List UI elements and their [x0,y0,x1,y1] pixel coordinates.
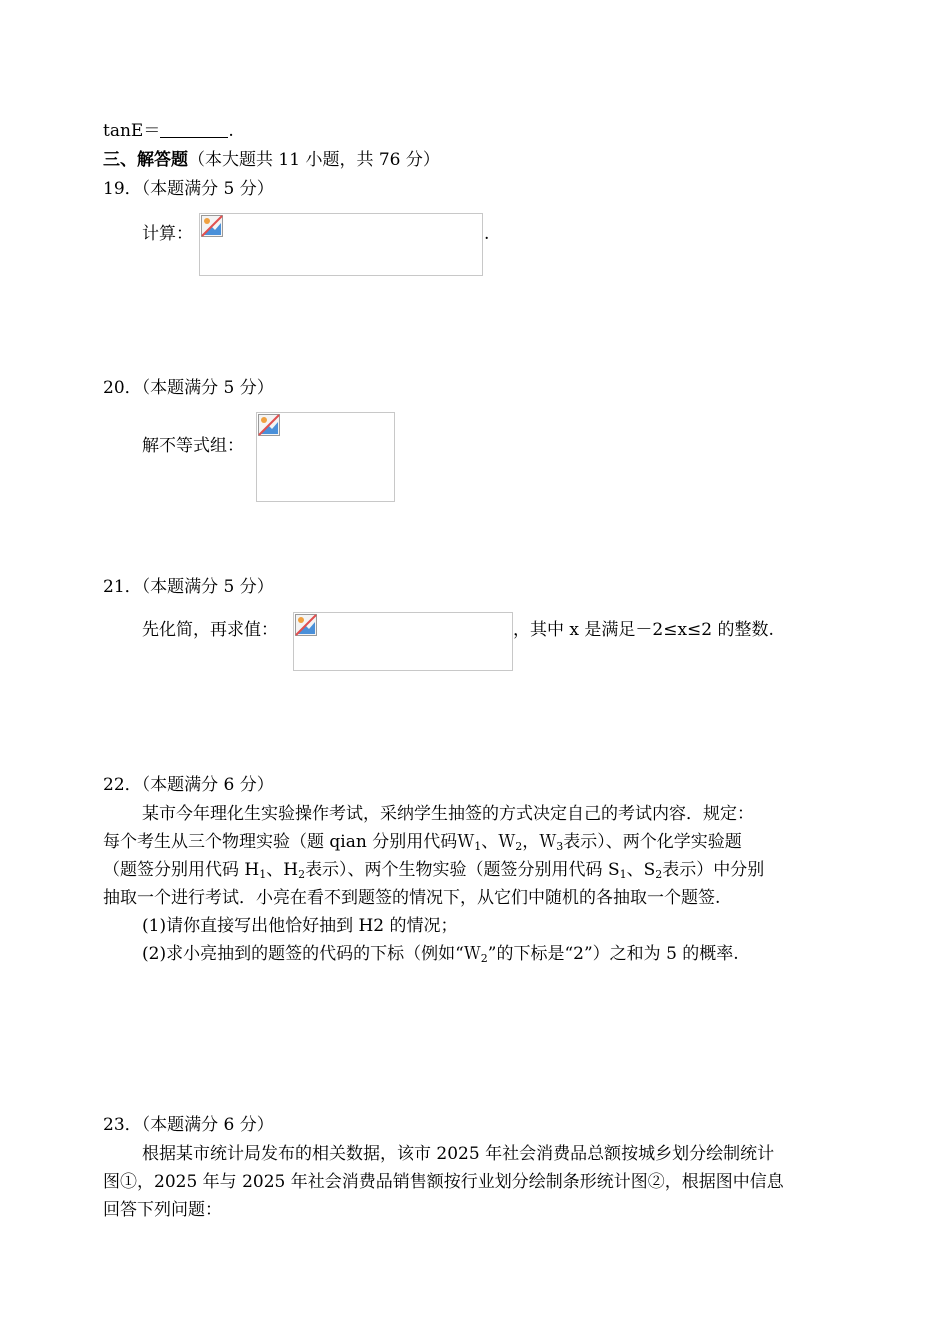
q22-body: 某市今年理化生实验操作考试，采纳学生抽签的方式决定自己的考试内容．规定： 每个考生从三个物理实验（题 qian 分别用代码Ｗ$_1$、Ｗ$_2$，Ｗ$_3$表示）、两个化学实验题 （题签分别用代码 $H_1$、$H_2$表示）、两个生物实验（题签分别用代码 $S_1$、$S_2$表示）中分别 抽取一个进行考试．小亮在看不到题签的情况下，从它们中随机的各抽取一个题签. (1)请你直接写出他恰好抽到 H2 的情况； (2)求小亮抽到的题签的代码的下标（例如“Ｗ$_2$”的下标是“2”）之和为 5 的概率. [103,800,848,968]
q19-formula-image [199,213,483,276]
q19-label: 计算： [142,224,193,244]
section-note: （本大题共 11 小题，共 76 分） [188,150,440,170]
broken-image-icon [258,414,280,436]
section-title: 三、解答题 [103,150,188,170]
q23-body: 根据某市统计局发布的相关数据，该市 2025 年社会消费品总额按城乡划分绘制统计 图①，2025 年与 2025 年社会消费品销售额按行业划分绘制条形统计图②，根据图中信息 回答下列问题： [103,1144,784,1220]
q22-header: 22．（本题满分 6 分） [103,775,274,795]
answer-blank[interactable] [160,119,228,138]
q20-header: 20．（本题满分 5 分） [103,378,274,398]
q23-header: 23．（本题满分 6 分） [103,1115,274,1135]
broken-image-icon [295,614,317,636]
q21-formula-image [293,612,513,671]
section-heading [103,146,440,174]
q21-header: 21．（本题满分 5 分） [103,577,274,597]
q20-label: 解不等式组： [142,436,244,456]
q20-formula-image [256,412,395,502]
q22-part1: (1)请你直接写出他恰好抽到 H2 的情况； [142,916,458,936]
q19-header: 19．（本题满分 5 分） [103,179,274,199]
q22-part2: (2)求小亮抽到的题签的代码的下标（例如“Ｗ$_2$”的下标是“2”）之和为 5 的概率. [142,944,739,965]
q21-condition: ，其中 x 是满足－2≤x≤2 的整数. [513,620,774,640]
answer-line-tanE: tanE＝ . [103,121,234,141]
q21-label: 先化简，再求值： [142,620,278,640]
broken-image-icon [201,215,223,237]
